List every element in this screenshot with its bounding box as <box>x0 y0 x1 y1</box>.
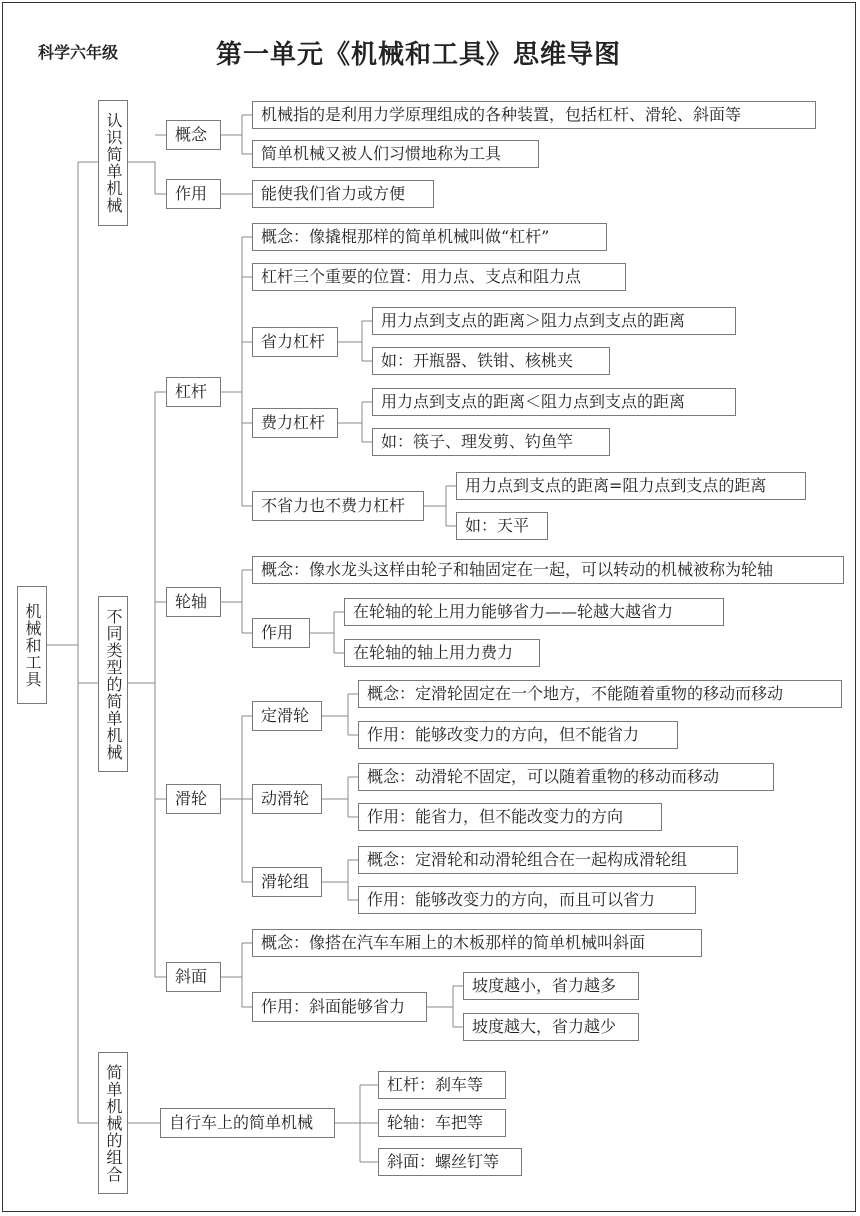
fixed-pulley: 定滑轮 <box>252 701 322 731</box>
moving-pulley-item: 作用：能省力，但不能改变力的方向 <box>358 803 662 831</box>
pulley-node: 滑轮 <box>166 784 221 814</box>
axle-use-item: 在轮轴的轴上用力费力 <box>344 639 540 667</box>
lever-cost-item: 如：筷子、理发剪、钓鱼竿 <box>372 428 610 456</box>
bicycle-item: 斜面：螺丝钉等 <box>378 1148 522 1176</box>
slope-use: 作用：斜面能够省力 <box>252 992 427 1022</box>
lever-concept: 概念：像撬棍那样的简单机械叫做“杠杆” <box>252 223 607 251</box>
slope-use-item: 坡度越小，省力越多 <box>463 972 639 1000</box>
lever-points: 杠杆三个重要的位置：用力点、支点和阻力点 <box>252 263 626 291</box>
grade-label: 科学六年级 <box>38 43 119 62</box>
lever-neutral-item: 如：天平 <box>456 512 548 540</box>
axle-concept: 概念：像水龙头这样由轮子和轴固定在一起，可以转动的机械被称为轮轴 <box>252 556 844 584</box>
slope-concept: 概念：像搭在汽车车厢上的木板那样的简单机械叫斜面 <box>252 929 702 957</box>
bicycle-item: 杠杆：刹车等 <box>378 1071 506 1099</box>
lever-cost-force: 费力杠杆 <box>252 408 338 438</box>
fixed-pulley-item: 作用：能够改变力的方向，但不能省力 <box>358 721 678 749</box>
lever-neutral-item: 用力点到支点的距离=阻力点到支点的距离 <box>456 472 806 500</box>
slope-use-item: 坡度越大，省力越少 <box>463 1013 639 1041</box>
axle-use-item: 在轮轴的轮上用力能够省力——轮越大越省力 <box>344 598 724 626</box>
lever-node: 杠杆 <box>166 377 221 407</box>
moving-pulley-item: 概念：动滑轮不固定，可以随着重物的移动而移动 <box>358 763 774 791</box>
lever-save-force: 省力杠杆 <box>252 327 338 357</box>
wheel-axle-node: 轮轴 <box>166 587 221 617</box>
bicycle-item: 轮轴：车把等 <box>378 1109 506 1137</box>
root-node: 机械和工具 <box>17 586 47 704</box>
sec1-concept-item: 机械指的是利用力学原理组成的各种装置，包括杠杆、滑轮、斜面等 <box>252 101 816 129</box>
sec1-concept: 概念 <box>166 120 221 150</box>
lever-cost-item: 用力点到支点的距离＜阻力点到支点的距离 <box>372 388 736 416</box>
pulley-group-item: 概念：定滑轮和动滑轮组合在一起构成滑轮组 <box>358 846 738 874</box>
bicycle-machines: 自行车上的简单机械 <box>160 1108 335 1138</box>
moving-pulley: 动滑轮 <box>252 784 322 814</box>
sec1-use: 作用 <box>166 179 221 209</box>
section-recognize-simple-machines: 认识简单机械 <box>98 100 128 226</box>
lever-save-item: 用力点到支点的距离＞阻力点到支点的距离 <box>372 307 736 335</box>
inclined-plane-node: 斜面 <box>166 962 221 992</box>
fixed-pulley-item: 概念：定滑轮固定在一个地方，不能随着重物的移动而移动 <box>358 680 842 708</box>
sec1-use-item: 能使我们省力或方便 <box>252 180 434 208</box>
section-machine-types: 不同类型的简单机械 <box>98 596 128 772</box>
page-title: 第一单元《机械和工具》思维导图 <box>216 40 622 70</box>
section-machine-combination: 简单机械的组合 <box>98 1052 128 1194</box>
lever-save-item: 如：开瓶器、铁钳、核桃夹 <box>372 347 610 375</box>
axle-use: 作用 <box>252 618 310 648</box>
pulley-group: 滑轮组 <box>252 867 322 897</box>
pulley-group-item: 作用：能够改变力的方向，而且可以省力 <box>358 886 696 914</box>
lever-neutral: 不省力也不费力杠杆 <box>252 491 424 521</box>
sec1-concept-item: 简单机械又被人们习惯地称为工具 <box>252 140 539 168</box>
